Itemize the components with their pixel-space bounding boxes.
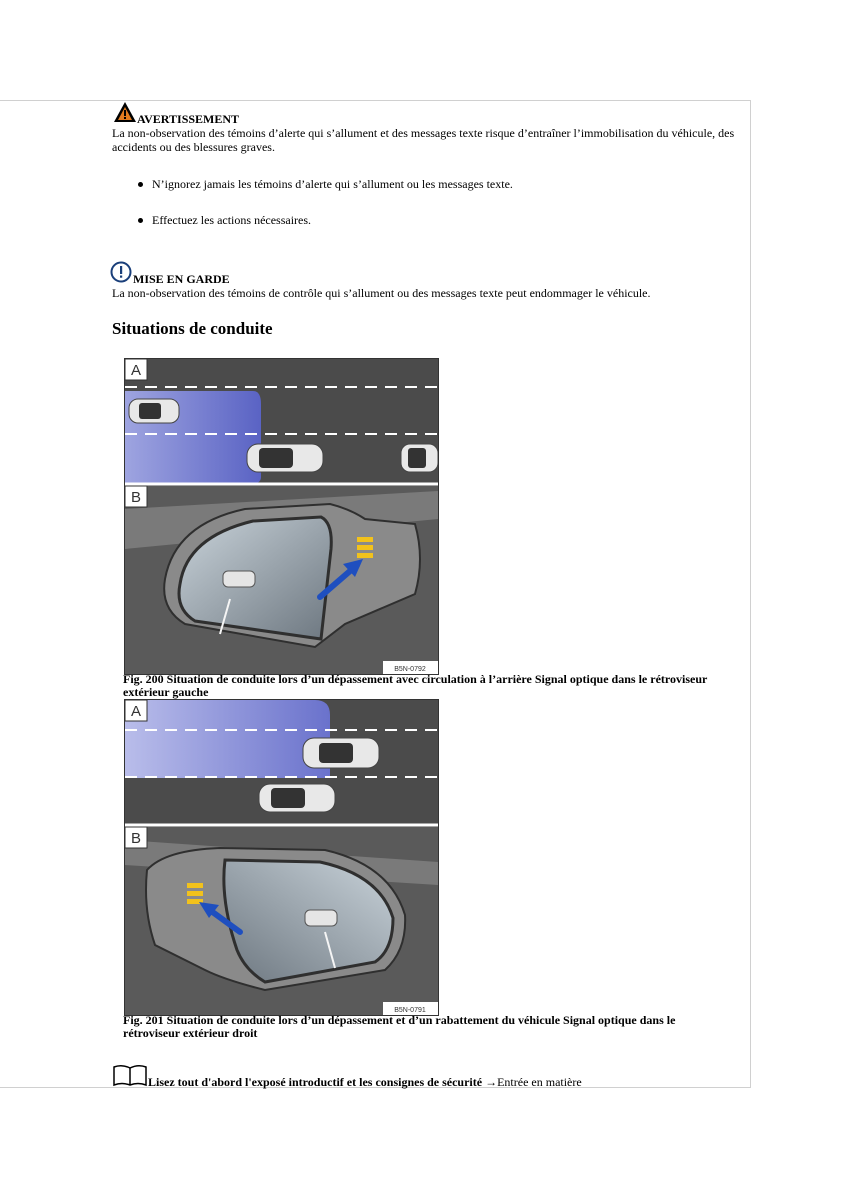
book-icon [112,1063,148,1087]
footer-link[interactable]: Entrée en matière [497,1075,582,1089]
car-2 [259,784,335,812]
figure-201 [124,699,439,1016]
warning-bullet-2: Effectuez les actions nécessaires. [152,213,312,227]
warning-title: AVERTISSEMENT [137,112,240,126]
figure-200 [124,358,439,675]
car-2 [247,444,323,472]
figure-200-panel-b-label: B [130,489,142,506]
caution-text: La non-observation des témoins de contrôle qui s’allument ou des messages texte peut endommager le véhicule. [112,286,651,300]
car-3 [401,444,438,472]
warning-text: La non-observation des témoins d’alerte qui s’allument et des messages texte risque d’entraîner l’immobilisation du véhicule, des accidents ou des blessures graves. [112,126,735,154]
warning-bullet-1: N’ignorez jamais les témoins d’alerte qui s’allument ou les messages texte. [152,177,513,191]
bullet-dot [138,182,143,187]
footer-arrow: → [485,1075,498,1089]
caution-circle-icon [110,261,132,283]
section-title: Situations de conduite [112,319,273,338]
figure-200-illustration [125,359,438,674]
figure-201-code: B5N-0791 [394,1007,426,1014]
figure-201-panel-a-label: A [130,703,142,720]
footer-line [148,1075,582,1089]
warning-triangle-icon [113,101,137,123]
figure-200-code: B5N-0792 [394,666,426,673]
footer-text: Lisez tout d'abord l'exposé introductif et les consignes de sécurité [148,1075,483,1089]
figure-201-illustration [125,700,438,1015]
caution-title: MISE EN GARDE [133,272,230,286]
figure-200-caption: Fig. 200 Situation de conduite lors d’un dépassement avec circulation à l’arrière Signal optique dans le rétroviseur extérieur gauche [123,672,708,699]
figure-200-panel-a-label: A [130,362,142,379]
figure-201-caption: Fig. 201 Situation de conduite lors d’un dépassement et d’un rabattement du véhicule Signal optique dans le rétroviseur extérieur droit [123,1013,676,1040]
car-1 [129,399,179,423]
figure-201-panel-b-label: B [130,830,142,847]
bullet-dot [138,218,143,223]
car-1 [303,738,379,768]
